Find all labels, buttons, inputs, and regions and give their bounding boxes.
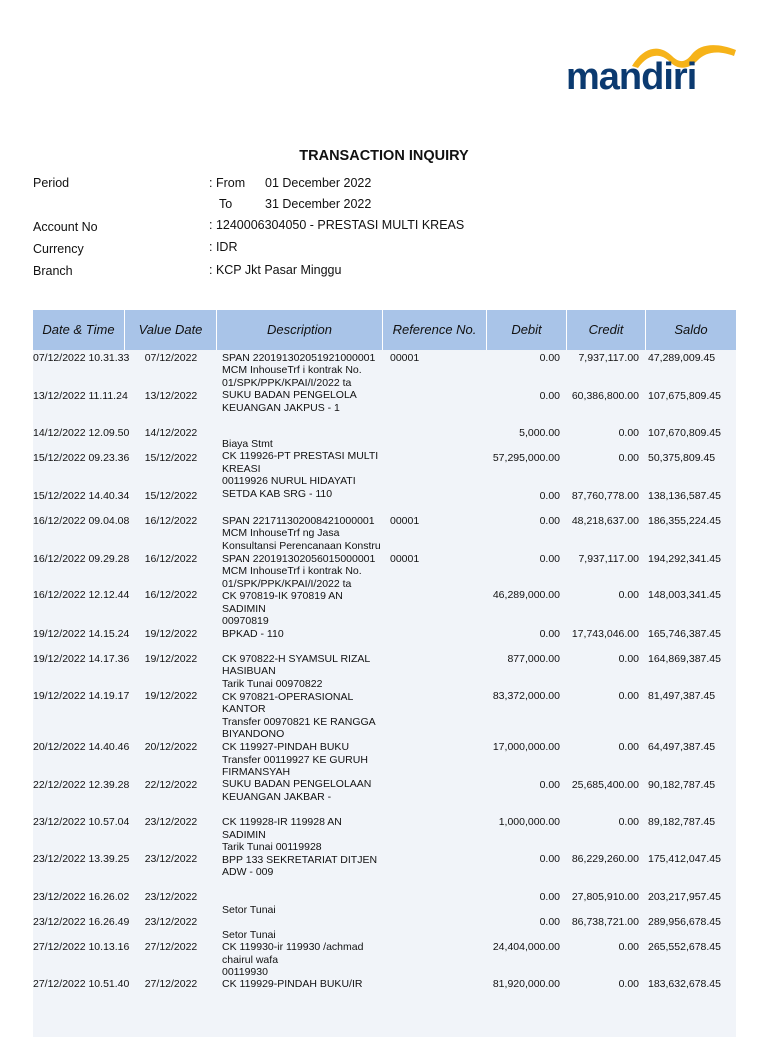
- saldo-cell: 89,182,787.45: [648, 816, 716, 828]
- saldo-cell: 175,412,047.45: [648, 853, 721, 865]
- saldo-cell: 165,746,387.45: [648, 628, 721, 640]
- date-time-cell: 19/12/2022 14.19.17: [33, 690, 130, 702]
- debit-cell: 0.00: [539, 390, 560, 402]
- description-line: SPAN 220191302051921000001: [222, 352, 376, 364]
- saldo-cell: 138,136,587.45: [648, 490, 721, 502]
- credit-cell: 0.00: [618, 816, 639, 828]
- description-line: Transfer 00970821 KE RANGGA: [222, 716, 376, 728]
- saldo-cell: 64,497,387.45: [648, 741, 716, 753]
- description-line: Biaya Stmt: [222, 438, 273, 450]
- date-time-cell: 16/12/2022 12.12.44: [33, 589, 130, 601]
- description-line: 00119930: [222, 966, 268, 978]
- description-line: BPP 133 SEKRETARIAT DITJEN: [222, 854, 378, 866]
- reference-cell: 00001: [390, 553, 420, 565]
- value-date-cell: 23/12/2022: [144, 891, 198, 903]
- date-time-cell: 14/12/2022 12.09.50: [33, 427, 130, 439]
- credit-cell: 87,760,778.00: [571, 490, 639, 502]
- debit-cell: 0.00: [539, 490, 560, 502]
- value-date-cell: 22/12/2022: [144, 779, 198, 791]
- credit-cell: 0.00: [618, 589, 639, 601]
- value-date-cell: 16/12/2022: [144, 553, 198, 565]
- col-value-date: Value Date: [125, 310, 217, 350]
- description-line: KEUANGAN JAKBAR -: [222, 791, 332, 803]
- saldo-cell: 203,217,957.45: [648, 891, 721, 903]
- reference-cell: 00001: [390, 352, 420, 364]
- value-date-cell: 16/12/2022: [144, 589, 198, 601]
- value-date-cell: 23/12/2022: [144, 853, 198, 865]
- debit-cell: 0.00: [539, 628, 560, 640]
- description-line: KEUANGAN JAKPUS - 1: [222, 402, 340, 414]
- description-line: Transfer 00119927 KE GURUH: [222, 754, 368, 766]
- debit-cell: 0.00: [539, 553, 560, 565]
- description-line: CK 119926-PT PRESTASI MULTI: [222, 450, 379, 462]
- credit-cell: 0.00: [618, 653, 639, 665]
- description-line: CK 970821-OPERASIONAL: [222, 691, 354, 703]
- debit-cell: 0.00: [539, 853, 560, 865]
- description-line: SUKU BADAN PENGELOLAAN: [222, 778, 372, 790]
- to-label: To: [219, 197, 233, 211]
- date-time-cell: 15/12/2022 14.40.34: [33, 490, 130, 502]
- debit-cell: 0.00: [539, 891, 560, 903]
- value-date-cell: 15/12/2022: [144, 490, 198, 502]
- description-line: BPKAD - 110: [222, 628, 284, 640]
- saldo-cell: 164,869,387.45: [648, 653, 721, 665]
- description-line: CK 119930-ir 119930 /achmad: [222, 941, 364, 953]
- from-label: : From: [209, 176, 246, 190]
- credit-cell: 17,743,046.00: [571, 628, 639, 640]
- debit-cell: 17,000,000.00: [492, 741, 560, 753]
- date-time-cell: 23/12/2022 13.39.25: [33, 853, 130, 865]
- value-date-cell: 16/12/2022: [144, 515, 198, 527]
- description-line: MCM InhouseTrf ng Jasa: [222, 527, 340, 539]
- debit-cell: 24,404,000.00: [492, 941, 560, 953]
- to-value: 31 December 2022: [265, 197, 372, 211]
- description-line: KREASI: [222, 463, 261, 475]
- description-line: CK 119928-IR 119928 AN: [222, 816, 342, 828]
- date-time-cell: 23/12/2022 16.26.02: [33, 891, 130, 903]
- saldo-cell: 289,956,678.45: [648, 916, 721, 928]
- credit-cell: 0.00: [618, 452, 639, 464]
- date-time-cell: 20/12/2022 14.40.46: [33, 741, 130, 753]
- credit-cell: 0.00: [618, 690, 639, 702]
- value-date-cell: 27/12/2022: [144, 978, 198, 990]
- currency-label: Currency: [33, 242, 84, 256]
- credit-cell: 25,685,400.00: [571, 779, 639, 791]
- description-line: KANTOR: [222, 703, 266, 715]
- mandiri-logo: [566, 40, 738, 100]
- credit-cell: 48,218,637.00: [571, 515, 639, 527]
- transaction-table: [33, 310, 736, 1037]
- account-value: : 1240006304050 - PRESTASI MULTI KREAS: [209, 218, 465, 232]
- date-time-cell: 07/12/2022 10.31.33: [33, 352, 130, 364]
- credit-cell: 0.00: [618, 741, 639, 753]
- logo-text: mandiri: [566, 56, 697, 98]
- value-date-cell: 27/12/2022: [144, 941, 198, 953]
- debit-cell: 46,289,000.00: [492, 589, 560, 601]
- date-time-cell: 27/12/2022 10.13.16: [33, 941, 130, 953]
- description-line: Konsultansi Perencanaan Konstru: [222, 540, 381, 552]
- description-line: SPAN 220191302056015000001: [222, 553, 376, 565]
- col-saldo: Saldo: [674, 322, 708, 337]
- description-line: SADIMIN: [222, 829, 266, 841]
- description-line: CK 970819-IK 970819 AN: [222, 590, 343, 602]
- description-line: 00970819: [222, 615, 269, 627]
- description-line: 01/SPK/PPK/KPAI/I/2022 ta: [222, 377, 352, 389]
- col-reference: Reference No.: [383, 310, 487, 350]
- credit-cell: 7,937,117.00: [578, 352, 639, 364]
- branch-value: : KCP Jkt Pasar Minggu: [209, 263, 342, 277]
- value-date-cell: 19/12/2022: [144, 653, 198, 665]
- date-time-cell: 16/12/2022 09.04.08: [33, 515, 130, 527]
- date-time-cell: 15/12/2022 09.23.36: [33, 452, 130, 464]
- description-line: CK 970822-H SYAMSUL RIZAL: [222, 653, 371, 665]
- debit-cell: 83,372,000.00: [492, 690, 560, 702]
- value-date-cell: 19/12/2022: [144, 628, 198, 640]
- credit-cell: 0.00: [618, 978, 639, 990]
- credit-cell: 86,738,721.00: [571, 916, 639, 928]
- description-line: SADIMIN: [222, 603, 266, 615]
- credit-cell: 7,937,117.00: [578, 553, 639, 565]
- debit-cell: 877,000.00: [507, 653, 560, 665]
- col-date-time: Date & Time: [33, 310, 125, 350]
- saldo-cell: 107,675,809.45: [648, 390, 721, 402]
- saldo-cell: 81,497,387.45: [648, 690, 716, 702]
- description-line: MCM InhouseTrf i kontrak No.: [222, 364, 362, 376]
- value-date-cell: 14/12/2022: [144, 427, 198, 439]
- date-time-cell: 22/12/2022 12.39.28: [33, 779, 130, 791]
- description-line: ADW - 009: [222, 866, 274, 878]
- credit-cell: 60,386,800.00: [571, 390, 639, 402]
- credit-cell: 0.00: [618, 941, 639, 953]
- date-time-cell: 19/12/2022 14.17.36: [33, 653, 130, 665]
- description-line: chairul wafa: [222, 954, 279, 966]
- table-body: [33, 350, 736, 1037]
- description-line: FIRMANSYAH: [222, 766, 291, 778]
- description-line: Setor Tunai: [222, 929, 276, 941]
- value-date-cell: 15/12/2022: [144, 452, 198, 464]
- description-line: BIYANDONO: [222, 728, 285, 740]
- currency-value: : IDR: [209, 240, 238, 254]
- value-date-cell: 19/12/2022: [144, 690, 198, 702]
- debit-cell: 0.00: [539, 916, 560, 928]
- credit-cell: 86,229,260.00: [571, 853, 639, 865]
- saldo-cell: 194,292,341.45: [648, 553, 721, 565]
- saldo-cell: 90,182,787.45: [648, 779, 716, 791]
- description-line: SPAN 221711302008421000001: [222, 515, 375, 527]
- account-label: Account No: [33, 220, 98, 234]
- description-line: HASIBUAN: [222, 665, 276, 677]
- credit-cell: 0.00: [618, 427, 639, 439]
- saldo-cell: 148,003,341.45: [648, 589, 721, 601]
- value-date-cell: 07/12/2022: [144, 352, 198, 364]
- description-line: 00119926 NURUL HIDAYATI: [222, 475, 356, 487]
- date-time-cell: 23/12/2022 10.57.04: [33, 816, 130, 828]
- saldo-cell: 107,670,809.45: [648, 427, 721, 439]
- from-value: 01 December 2022: [265, 176, 372, 190]
- debit-cell: 81,920,000.00: [492, 978, 560, 990]
- branch-label: Branch: [33, 264, 73, 278]
- debit-cell: 0.00: [539, 779, 560, 791]
- description-line: Tarik Tunai 00119928: [222, 841, 322, 853]
- value-date-cell: 23/12/2022: [144, 916, 198, 928]
- description-line: MCM InhouseTrf i kontrak No.: [222, 565, 362, 577]
- date-time-cell: 23/12/2022 16.26.49: [33, 916, 130, 928]
- col-credit: Credit: [567, 310, 646, 350]
- debit-cell: 0.00: [539, 352, 560, 364]
- saldo-cell: 183,632,678.45: [648, 978, 721, 990]
- col-debit: Debit: [487, 310, 567, 350]
- value-date-cell: 23/12/2022: [144, 816, 198, 828]
- description-line: SUKU BADAN PENGELOLA: [222, 389, 357, 401]
- description-line: Tarik Tunai 00970822: [222, 678, 323, 690]
- table-header: [33, 310, 736, 350]
- date-time-cell: 27/12/2022 10.51.40: [33, 978, 130, 990]
- description-line: 01/SPK/PPK/KPAI/I/2022 ta: [222, 578, 352, 590]
- debit-cell: 0.00: [539, 515, 560, 527]
- col-description: Description: [217, 310, 383, 350]
- saldo-cell: 50,375,809.45: [648, 452, 716, 464]
- saldo-cell: 186,355,224.45: [648, 515, 721, 527]
- description-line: CK 119929-PINDAH BUKU/IR: [222, 978, 363, 990]
- debit-cell: 1,000,000.00: [498, 816, 560, 828]
- date-time-cell: 16/12/2022 09.29.28: [33, 553, 130, 565]
- saldo-cell: 265,552,678.45: [648, 941, 721, 953]
- value-date-cell: 13/12/2022: [144, 390, 198, 402]
- debit-cell: 5,000.00: [519, 427, 560, 439]
- date-time-cell: 13/12/2022 11.11.24: [33, 390, 128, 402]
- description-line: CK 119927-PINDAH BUKU: [222, 741, 350, 753]
- page-title: TRANSACTION INQUIRY: [299, 148, 469, 164]
- credit-cell: 27,805,910.00: [571, 891, 639, 903]
- description-line: SETDA KAB SRG - 110: [222, 488, 333, 500]
- date-time-cell: 19/12/2022 14.15.24: [33, 628, 130, 640]
- value-date-cell: 20/12/2022: [144, 741, 198, 753]
- debit-cell: 57,295,000.00: [492, 452, 560, 464]
- saldo-cell: 47,289,009.45: [648, 352, 716, 364]
- description-line: Setor Tunai: [222, 904, 276, 916]
- period-label: Period: [33, 176, 70, 190]
- reference-cell: 00001: [390, 515, 420, 527]
